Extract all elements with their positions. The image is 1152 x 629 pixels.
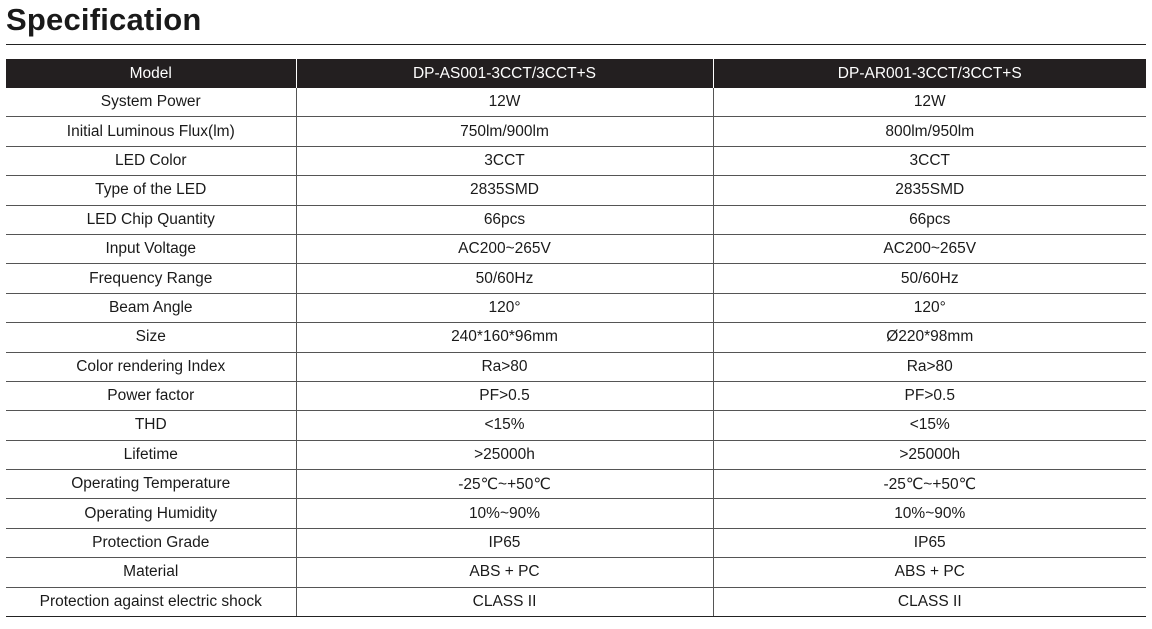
spec-value-ar001: 50/60Hz	[713, 264, 1146, 293]
spec-label: Color rendering Index	[6, 352, 296, 381]
spec-label: Material	[6, 558, 296, 587]
table-row	[6, 234, 1146, 263]
spec-value-ar001: Ø220*98mm	[713, 323, 1146, 352]
table-row	[6, 411, 1146, 440]
spec-value-as001: 12W	[296, 88, 713, 117]
spec-label: Input Voltage	[6, 234, 296, 263]
specification-table	[6, 59, 1146, 617]
table-row	[6, 88, 1146, 117]
table-row	[6, 205, 1146, 234]
spec-value-ar001: PF>0.5	[713, 381, 1146, 410]
spec-value-ar001: 3CCT	[713, 146, 1146, 175]
spec-label: Lifetime	[6, 440, 296, 469]
spec-label: Protection Grade	[6, 528, 296, 557]
spec-label: LED Chip Quantity	[6, 205, 296, 234]
table-row	[6, 381, 1146, 410]
spec-value-as001: -25℃~+50℃	[296, 470, 713, 499]
spec-label: System Power	[6, 88, 296, 117]
table-row	[6, 176, 1146, 205]
header-model-as001: DP-AS001-3CCT/3CCT+S	[296, 59, 713, 88]
spec-value-as001: 240*160*96mm	[296, 323, 713, 352]
spec-value-ar001: 120°	[713, 293, 1146, 322]
spec-value-ar001: IP65	[713, 528, 1146, 557]
spec-value-as001: 3CCT	[296, 146, 713, 175]
spec-label: Power factor	[6, 381, 296, 410]
title-divider	[6, 44, 1146, 45]
spec-label: Size	[6, 323, 296, 352]
spec-label: Operating Humidity	[6, 499, 296, 528]
spec-value-as001: <15%	[296, 411, 713, 440]
spec-value-as001: ABS + PC	[296, 558, 713, 587]
table-row	[6, 558, 1146, 587]
spec-value-ar001: ABS + PC	[713, 558, 1146, 587]
page-title: Specification	[6, 2, 202, 37]
spec-value-ar001: 10%~90%	[713, 499, 1146, 528]
header-model-ar001: DP-AR001-3CCT/3CCT+S	[713, 59, 1146, 88]
table-row	[6, 352, 1146, 381]
spec-label: THD	[6, 411, 296, 440]
spec-value-ar001: Ra>80	[713, 352, 1146, 381]
table-row	[6, 117, 1146, 146]
spec-label: Frequency Range	[6, 264, 296, 293]
spec-value-ar001: <15%	[713, 411, 1146, 440]
spec-value-as001: 2835SMD	[296, 176, 713, 205]
spec-label: Operating Temperature	[6, 470, 296, 499]
spec-value-as001: 120°	[296, 293, 713, 322]
table-row	[6, 146, 1146, 175]
spec-label: Beam Angle	[6, 293, 296, 322]
spec-value-ar001: 66pcs	[713, 205, 1146, 234]
spec-value-as001: CLASS II	[296, 587, 713, 616]
spec-value-as001: Ra>80	[296, 352, 713, 381]
spec-value-as001: 10%~90%	[296, 499, 713, 528]
spec-value-as001: AC200~265V	[296, 234, 713, 263]
spec-label: Protection against electric shock	[6, 587, 296, 616]
spec-value-ar001: >25000h	[713, 440, 1146, 469]
table-row	[6, 323, 1146, 352]
table-row	[6, 440, 1146, 469]
table-row	[6, 528, 1146, 557]
table-row	[6, 587, 1146, 616]
spec-value-ar001: -25℃~+50℃	[713, 470, 1146, 499]
spec-value-as001: >25000h	[296, 440, 713, 469]
spec-value-ar001: 800lm/950lm	[713, 117, 1146, 146]
spec-value-ar001: 12W	[713, 88, 1146, 117]
table-row	[6, 470, 1146, 499]
spec-value-ar001: AC200~265V	[713, 234, 1146, 263]
spec-label: Type of the LED	[6, 176, 296, 205]
spec-label: LED Color	[6, 146, 296, 175]
spec-value-ar001: CLASS II	[713, 587, 1146, 616]
table-header-row	[6, 59, 1146, 88]
spec-value-as001: 750lm/900lm	[296, 117, 713, 146]
spec-label: Initial Luminous Flux(lm)	[6, 117, 296, 146]
header-model: Model	[6, 59, 296, 88]
table-row	[6, 293, 1146, 322]
table-row	[6, 499, 1146, 528]
spec-value-as001: PF>0.5	[296, 381, 713, 410]
spec-value-as001: 50/60Hz	[296, 264, 713, 293]
spec-value-as001: IP65	[296, 528, 713, 557]
spec-value-ar001: 2835SMD	[713, 176, 1146, 205]
table-row	[6, 264, 1146, 293]
spec-value-as001: 66pcs	[296, 205, 713, 234]
